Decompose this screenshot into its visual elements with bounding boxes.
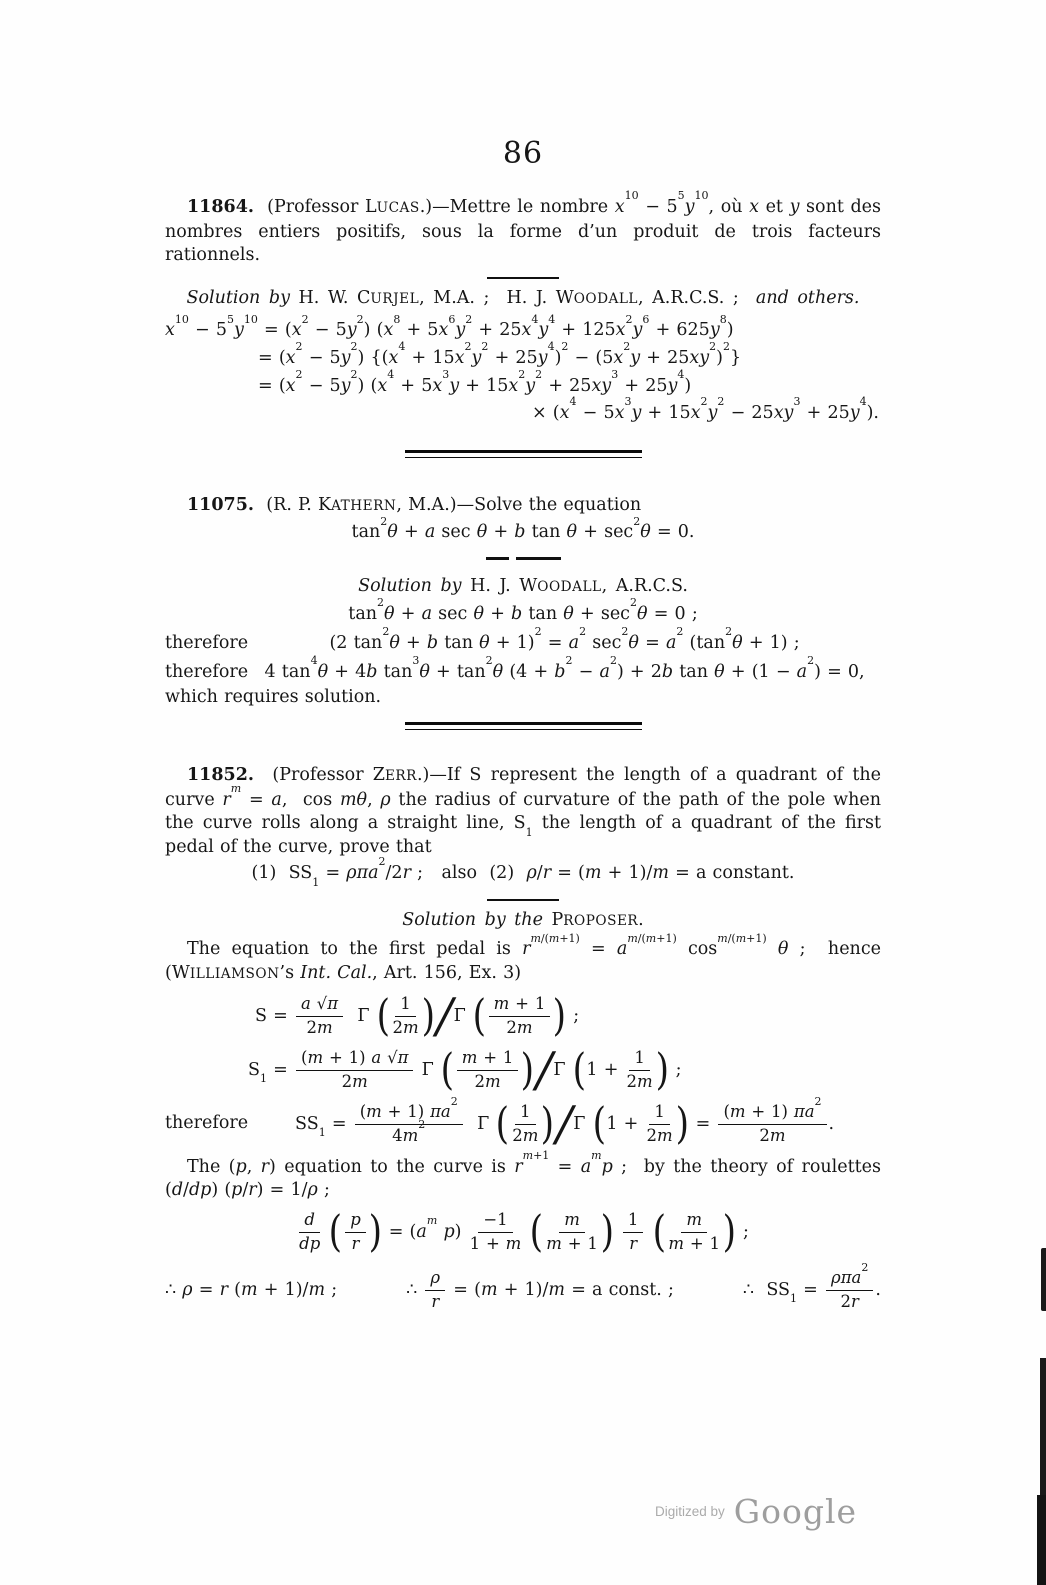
problem-11075-statement: 11075. (R. P. KATHERN, M.A.)—Solve the equation — [187, 494, 642, 515]
equation-line: = $(x^2 - 5y^2) (x^4 + 5x^3y + 15x^2y^2 + 25xy^3 + 25y^4)$ — [258, 367, 692, 396]
problem-11075-equation: $\tan^2\theta + a$ sec θ + b $\tan \theta + \sec^2\theta = 0$. — [351, 514, 695, 543]
scan-edge-artifact-1 — [1041, 1248, 1046, 1311]
conclusion-part-3: ∴ $SS_1$ = $\frac{\rho\pi a^2}{2r}$ . — [742, 1260, 881, 1311]
problem-11864-statement: 11864. (Professor LUCAS.)—Mettre le nombre $x^{10} - 5^5y^{10}$, où x et y sont des nombres entiers positifs, sous la forme d’un produit de trois facteurs rationnels. — [165, 189, 882, 266]
conclusion-part-2: ∴ $\frac{\rho}{r}$ = (m + 1)/m = a const. ; — [406, 1268, 674, 1311]
solution-closing-text: which requires solution. — [165, 687, 382, 708]
divider-rule-3 — [487, 899, 559, 901]
formula-SS1-line — [165, 1094, 881, 1152]
solution-paragraph-2: The (p, r) equation to the curve is $r^{m+1} = a^mp$ ; by the theory of roulettes (d/dp) (p/r) = 1/ρ ; — [165, 1148, 881, 1201]
formula-dpdr: $\frac{d}{dp}$ ( $\frac{p}{r}$ ) = ($a^m$ p) $\frac{-1}{1 + m}$ ( $\frac{m}{m + 1}$ ) $\frac{1}{r}$ ( $\frac{m}{m + 1}$ ) ; — [299, 1207, 749, 1257]
scan-edge-artifact-2 — [1040, 1358, 1046, 1585]
equation-line: 4 $\tan^4\theta + 4b$ $\tan^3\theta + \tan^2\theta$ $(4 + b^2 - a^2) + 2b$ $\tan \theta + (1 - a^2) = 0$, — [264, 653, 865, 682]
solution-equation-line: $\tan^2\theta + a$ sec θ + b $\tan \theta + \sec^2\theta = 0$ ; — [348, 595, 698, 624]
google-watermark — [655, 1492, 915, 1531]
therefore-label: therefore — [165, 661, 249, 682]
formula-SS1: $SS_1$ = $\frac{(m + 1) \pi a^2}{4m^2}$ Γ ( $\frac{1}{2m}$ )/Γ (1 + $\frac{1}{2m}$ ) = $\frac{(m + 1) \pi a^2}{2m}$ . — [295, 1094, 835, 1152]
problem-11852-statement: 11852. (Professor ZERR.)—If S represent the length of a quadrant of the curve $r^m = a$, cos mθ, ρ the radius of curvature of the path of the pole when the curve rolls along a straight line, $S_1$ the length of a quadrant of the first pedal of the curve, prove that — [165, 764, 881, 857]
solution-conclusion-line — [165, 1260, 881, 1317]
solution-therefore-line-1 — [165, 625, 881, 656]
problem-11075-solution-byline: Solution by H. J. WOODALL, A.R.C.S. — [358, 575, 688, 596]
conclusion-part-1: ∴ ρ = r (m + 1)/m ; — [165, 1279, 338, 1300]
google-logo: Google — [733, 1492, 858, 1531]
formula-S: S = $\frac{a √\pi}{2m}$ Γ ( $\frac{1}{2m}$ )/Γ ( $\frac{m + 1}{2m}$ ) ; — [255, 987, 580, 1044]
solution-paragraph-1: The equation to the first pedal is $r^{m/(m+1)} = a^{m/(m+1)}$ $\cos^{m/(m+1)} \theta$ ; hence (WILLIAMSON’s Int. Cal., Art. 156, Ex. 3) — [165, 931, 881, 984]
digitized-by-text: Digitized by — [655, 1504, 725, 1519]
therefore-label: therefore — [165, 633, 249, 654]
solution-therefore-line-2 — [165, 653, 881, 685]
page-content — [165, 189, 882, 1317]
equation-line: × $(x^4 - 5x^3y + 15x^2y^2 - 25xy^3 + 25y^4)$. — [531, 395, 879, 424]
equation-line: = $(x^2 - 5y^2) \{(x^4 + 15x^2y^2 + 25y^4)^2 - (5x^2y + 25xy^2)^2\}$ — [258, 340, 742, 368]
problem-11852-solution-byline: Solution by the PROPOSER. — [402, 909, 644, 930]
divider-rule-1 — [487, 277, 559, 279]
problem-11864-solution-byline: Solution by H. W. CURJEL, M.A. ; H. J. WOODALL, A.R.C.S. ; and others. — [186, 287, 860, 308]
problem-11852-display-equation: (1) $SS_1 = \rho\pi a^2/2r$ ; also (2) ρ/r = (m + 1)/m = a constant. — [251, 855, 795, 889]
equation-line: $x^{10} - 5^5y^{10} = (x^2 - 5y^2) (x^8 + 5x^6y^2 + 25x^4y^4 + 125x^2y^6 + 625y^8)$ — [165, 312, 734, 341]
page-number: 86 — [502, 136, 544, 171]
divider-rule-2 — [165, 557, 881, 560]
section-divider-double-rule-2 — [405, 722, 642, 730]
section-divider-double-rule-1 — [405, 450, 642, 458]
equation-line: (2 $\tan^2\theta + b$ $\tan \theta + 1)^2 = a^2$ $\sec^2\theta = a^2$ $(\tan^2\theta + 1)$ ; — [329, 625, 800, 654]
formula-S1: $S_1$ = $\frac{(m + 1) a √\pi}{2m}$ Γ ( $\frac{m + 1}{2m}$ )/Γ (1 + $\frac{1}{2m}$ ) ; — [248, 1041, 682, 1098]
therefore-label: therefore — [165, 1112, 249, 1133]
problem-11864-equations — [165, 312, 881, 427]
